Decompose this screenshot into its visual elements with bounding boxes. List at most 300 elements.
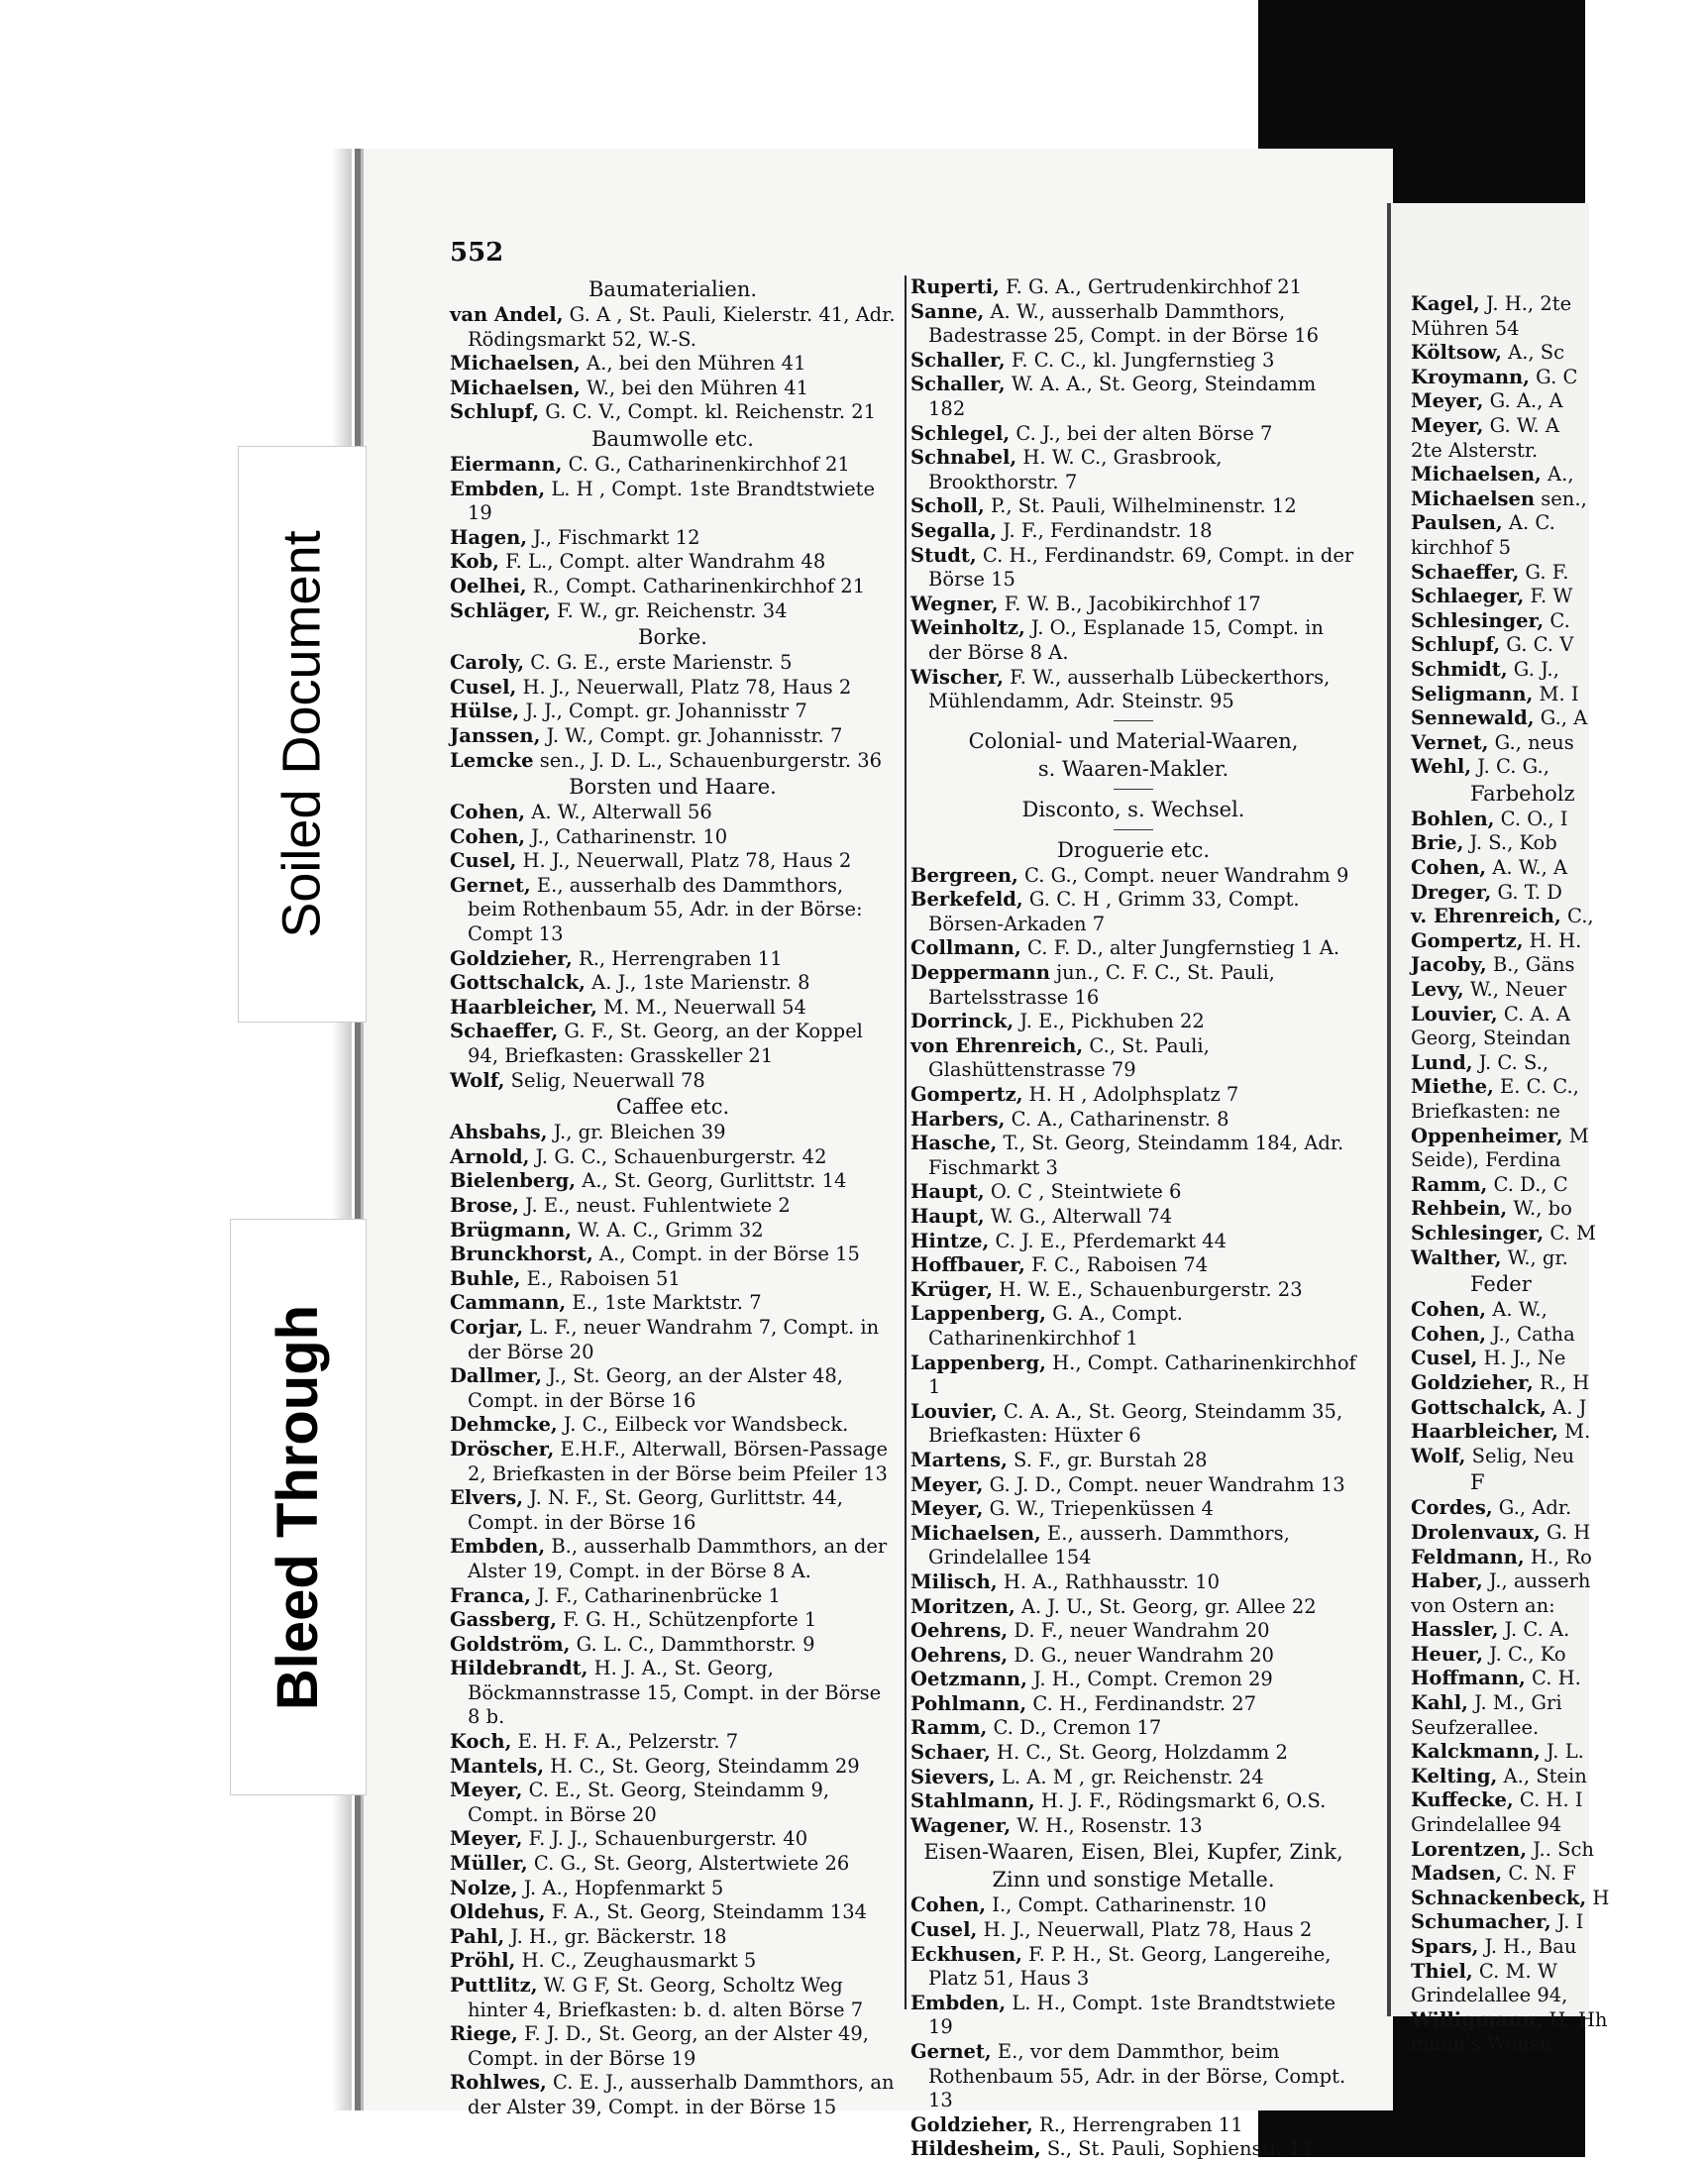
- entry-name: Moritzen,: [910, 1594, 1015, 1618]
- directory-entry: [450, 1145, 896, 1170]
- directory-entry: [1411, 1246, 1708, 1271]
- entry-name: Rohlwes,: [450, 2071, 547, 2095]
- directory-entry: [1411, 731, 1708, 756]
- entry-name: Schlegel,: [910, 421, 1011, 445]
- entry-details: E.H.F., Alterwall, Börsen-Passage 2, Briefkasten in der Börse beim Pfeiler 13: [468, 1437, 889, 1485]
- entry-name: Schumacher,: [1411, 1910, 1551, 1934]
- entry-details: G. H: [1540, 1520, 1591, 1544]
- entry-name: Cohen,: [450, 824, 526, 848]
- entry-name: Költsow,: [1411, 341, 1502, 365]
- entry-name: Meyer,: [910, 1497, 984, 1521]
- entry-name: Schaller,: [910, 348, 1006, 372]
- directory-entry: [910, 888, 1356, 936]
- directory-entry: [910, 1449, 1356, 1473]
- entry-name: Gompertz,: [910, 1083, 1023, 1107]
- directory-entry: [910, 422, 1356, 447]
- directory-entry: [450, 453, 896, 478]
- entry-name: Drolenvaux,: [1411, 1520, 1541, 1544]
- entry-name: Wegner,: [910, 592, 999, 615]
- entry-details: J. H., Bau: [1478, 1935, 1577, 1958]
- entry-details: C. M. W: [1472, 1959, 1557, 1983]
- directory-entry: [910, 1302, 1356, 1351]
- entry-name: Goldström,: [450, 1632, 571, 1656]
- entry-details: A.,: [1541, 463, 1574, 486]
- directory-entry: [910, 1522, 1356, 1570]
- entry-details: H. J., Neuerwall, Platz 78, Haus 2: [516, 675, 852, 699]
- entry-name: Mantels,: [450, 1754, 544, 1778]
- directory-entry: [450, 849, 896, 874]
- entry-details: G. W. A: [1483, 413, 1559, 437]
- entry-details: O. C , Steintwiete 6: [984, 1180, 1182, 1204]
- directory-entry: [1411, 1003, 1708, 1027]
- directory-entry: [450, 1169, 896, 1194]
- section-heading: Colonial- und Material-Waaren,: [968, 728, 1299, 753]
- directory-entry: [1411, 1691, 1708, 1716]
- entry-name: Krüger,: [910, 1277, 994, 1301]
- directory-entry: [910, 1918, 1356, 1943]
- entry-details: mann's Wohsu: [1411, 2032, 1552, 2056]
- entry-name: Brügmann,: [450, 1218, 572, 1242]
- entry-name: Schlupf,: [1411, 633, 1501, 657]
- entry-details: J. E., Pickhuben 22: [1014, 1010, 1205, 1033]
- directory-entry: [910, 494, 1356, 519]
- entry-details: J., St. Georg, an der Alster 48, Compt. in der Börse 16: [468, 1364, 843, 1412]
- entry-details: C.,: [1560, 905, 1594, 928]
- entry-details: Georg, Steindan: [1411, 1027, 1571, 1050]
- directory-entry: [910, 1789, 1356, 1814]
- directory-entry: [1411, 1788, 1708, 1813]
- entry-name: Kelting,: [1411, 1764, 1498, 1787]
- bleed-through-label-text: Bleed Through: [266, 1304, 331, 1710]
- entry-details: H. C., St. Georg, Steindamm 29: [544, 1754, 860, 1778]
- directory-entry: [1411, 585, 1708, 609]
- directory-entry: [450, 1316, 896, 1364]
- entry-details: F. W: [1524, 585, 1573, 608]
- entry-details: W. G F, St. Georg, Scholtz Weg hinter 4, Briefkasten: b. d. alten Börse 7: [468, 1974, 864, 2021]
- entry-name: Seligmann,: [1411, 682, 1534, 705]
- entry-name: Collmann,: [910, 936, 1021, 960]
- entry-details: sen., J. D. L., Schauenburgerstr. 36: [533, 748, 883, 772]
- entry-details: G. W., Triepenküssen 4: [983, 1497, 1214, 1521]
- section-divider: [1114, 789, 1153, 790]
- directory-entry: [910, 616, 1356, 665]
- entry-details: H: [1586, 1886, 1610, 1909]
- entry-name: Michaelsen,: [1411, 463, 1542, 486]
- entry-details: H. J., Neuerwall, Platz 78, Haus 2: [977, 1918, 1313, 1942]
- entry-name: Wischer,: [910, 665, 1005, 689]
- directory-entry: [910, 1034, 1356, 1083]
- entry-details: C. G., Compt. neuer Wandrahm 9: [1017, 863, 1349, 887]
- directory-entry: [910, 1351, 1356, 1400]
- entry-name: Oelhei,: [450, 574, 527, 597]
- entry-name: Schnabel,: [910, 446, 1017, 470]
- directory-entry: [910, 1108, 1356, 1133]
- entry-name: van Andel,: [450, 303, 564, 326]
- entry-details: W. A. C., Grimm 32: [571, 1218, 764, 1242]
- entry-name: Embden,: [450, 1535, 546, 1559]
- entry-details: kirchhof 5: [1411, 535, 1511, 559]
- entry-name: Miethe,: [1411, 1075, 1494, 1099]
- entry-details: Grindelallee 94: [1411, 1813, 1562, 1837]
- directory-entry: [450, 1438, 896, 1486]
- entry-details: J. E., neust. Fuhlentwiete 2: [518, 1194, 791, 1217]
- entry-name: Milisch,: [910, 1569, 998, 1593]
- directory-entry: [450, 1608, 896, 1633]
- directory-entry: [450, 1291, 896, 1316]
- section-heading: Borsten und Haare.: [569, 775, 777, 800]
- directory-entry: [1411, 1051, 1708, 1076]
- directory-entry: [910, 300, 1356, 349]
- directory-entry: [450, 1827, 896, 1852]
- entry-name: Ramm,: [1411, 1172, 1488, 1196]
- directory-entry: [450, 599, 896, 624]
- entry-name: Bergreen,: [910, 863, 1018, 887]
- next-page-fragment: [1387, 203, 1610, 2056]
- entry-name: Eiermann,: [450, 452, 563, 476]
- entry-name: Schlesinger,: [1411, 1221, 1545, 1244]
- directory-entry: [1411, 1569, 1708, 1594]
- directory-entry: [910, 1992, 1356, 2040]
- entry-name: Kahl,: [1411, 1691, 1468, 1715]
- entry-details: G. A , St. Pauli, Kielerstr. 41, Adr. Rödingsmarkt 52, W.-S.: [468, 303, 896, 351]
- entry-name: Meyer,: [450, 1779, 523, 1802]
- entry-name: Gompertz,: [1411, 928, 1524, 952]
- entry-name: Martens,: [910, 1448, 1008, 1471]
- directory-entry: [1411, 1887, 1708, 1911]
- entry-name: Ahsbahs,: [450, 1121, 548, 1144]
- entry-details: H. J., Neuerwall, Platz 78, Haus 2: [516, 849, 852, 873]
- entry-details: C. H., Ferdinandstr. 69, Compt. in der Börse 15: [928, 543, 1354, 592]
- entry-name: Bohlen,: [1411, 807, 1495, 830]
- section-heading: F: [1470, 1470, 1485, 1495]
- entry-details: J. M., Gri: [1467, 1691, 1562, 1715]
- entry-details: A. J., 1ste Marienstr. 8: [585, 971, 810, 995]
- entry-details: A. W.,: [1486, 1298, 1548, 1322]
- entry-name: Embden,: [910, 1991, 1007, 2014]
- entry-details: C. G. E., erste Marienstr. 5: [524, 651, 793, 675]
- section-divider: [1114, 720, 1153, 721]
- entry-name: Gernet,: [910, 2040, 992, 2063]
- entry-name: Kob,: [450, 550, 499, 574]
- entry-name: Louvier,: [1411, 1002, 1498, 1026]
- entry-name: Dehmcke,: [450, 1413, 558, 1437]
- entry-details: J. J., Compt. gr. Johannisstr 7: [519, 700, 807, 723]
- entry-details: H. Hh: [1543, 2007, 1608, 2031]
- entry-details: F. J. D., St. Georg, an der Alster 49, Compt. in der Börse 19: [468, 2022, 869, 2070]
- directory-entry: [450, 1852, 896, 1877]
- entry-name: Wehl,: [1411, 755, 1472, 779]
- entry-name: Haarbleicher,: [450, 995, 597, 1019]
- entry-name: Gassberg,: [450, 1608, 557, 1632]
- entry-name: Lund,: [1411, 1050, 1473, 1074]
- entry-name: Thiel,: [1411, 1959, 1473, 1983]
- entry-name: Cusel,: [450, 675, 517, 699]
- entry-details: 2te Alsterstr.: [1411, 438, 1539, 462]
- directory-entry: [1411, 1740, 1708, 1765]
- entry-details: F. P. H., St. Georg, Langereihe, Platz 51, Haus 3: [928, 1942, 1332, 1991]
- column-middle: [910, 275, 1356, 2162]
- entry-name: Harbers,: [910, 1107, 1006, 1131]
- directory-entry: [450, 1535, 896, 1583]
- entry-details: J. G. C., Schauenburgerstr. 42: [529, 1144, 827, 1168]
- directory-entry: [910, 544, 1356, 593]
- entry-details: E., ausserhalb des Dammthors, beim Rothenbaum 55, Adr. in der Börse: Compt 13: [468, 873, 863, 946]
- directory-entry: [910, 2040, 1356, 2113]
- entry-details: G. A., A: [1483, 389, 1563, 413]
- directory-entry: [910, 1692, 1356, 1717]
- entry-name: Pahl,: [450, 1924, 505, 1948]
- entry-name: Deppermann: [910, 961, 1050, 985]
- directory-entry: [1411, 905, 1708, 929]
- entry-details: J. W., Compt. gr. Johannisstr. 7: [540, 723, 843, 747]
- directory-entry: [1411, 414, 1708, 439]
- directory-entry: [450, 478, 896, 526]
- entry-details: F. C., Raboisen 74: [1024, 1253, 1209, 1277]
- entry-details: M. I: [1533, 682, 1579, 705]
- entry-details: E., ausserh. Dammthors, Grindelallee 154: [928, 1521, 1290, 1569]
- entry-details: F. W., gr. Reichenstr. 34: [550, 598, 788, 622]
- directory-entry: [1411, 1323, 1708, 1348]
- directory-entry: [1411, 1546, 1708, 1570]
- entry-details: C. E. J., ausserhalb Dammthors, an der Alster 39, Compt. in der Börse 15: [468, 2071, 895, 2118]
- entry-name: Sanne,: [910, 299, 985, 323]
- directory-entry: [910, 1205, 1356, 1230]
- directory-entry: [1411, 341, 1708, 366]
- directory-entry: [450, 1925, 896, 1950]
- entry-name: Oehrens,: [910, 1619, 1009, 1643]
- entry-details: W., bo: [1507, 1197, 1572, 1221]
- directory-entry: [450, 874, 896, 947]
- column-left: [450, 275, 896, 2120]
- directory-entry: [1411, 1420, 1708, 1445]
- entry-details: J. N. F., St. Georg, Gurlittstr. 44, Compt. in der Börse 16: [468, 1486, 843, 1534]
- entry-details: H. C., Zeughausmarkt 5: [515, 1949, 757, 1973]
- entry-name: Koch,: [450, 1730, 512, 1754]
- entry-name: Goldzieher,: [910, 2112, 1033, 2136]
- directory-entry: [1411, 1935, 1708, 1960]
- entry-name: Ruperti,: [910, 275, 1000, 298]
- entry-details: L. F., neuer Wandrahm 7, Compt. in der Börse 20: [468, 1315, 880, 1363]
- directory-entry: [1411, 2032, 1708, 2057]
- entry-name: Arnold,: [450, 1144, 530, 1168]
- entry-details: A., Stein: [1497, 1764, 1587, 1787]
- entry-details: L. H , Compt. 1ste Brandtstwiete 19: [468, 477, 875, 525]
- entry-details: J. H., 2te: [1479, 292, 1572, 315]
- entry-name: Lemcke: [450, 748, 534, 772]
- directory-entry: [450, 1974, 896, 2022]
- entry-name: Gottschalck,: [1411, 1395, 1547, 1419]
- entry-name: Rehbein,: [1411, 1197, 1508, 1221]
- directory-entry: [1411, 439, 1708, 464]
- directory-entry: [910, 936, 1356, 961]
- entry-details: C. H.: [1525, 1667, 1581, 1690]
- entry-details: A. J: [1546, 1395, 1587, 1419]
- entry-name: Michaelsen: [1411, 486, 1536, 510]
- entry-details: D. G., neuer Wandrahm 20: [1008, 1643, 1274, 1667]
- directory-entry: [910, 1943, 1356, 1992]
- entry-name: Nolze,: [450, 1876, 518, 1899]
- directory-entry: [1411, 1125, 1708, 1149]
- entry-name: Bielenberg,: [450, 1169, 577, 1193]
- entry-details: F. J. J., Schauenburgerstr. 40: [522, 1827, 808, 1851]
- entry-details: G. L. C., Dammthorstr. 9: [570, 1632, 815, 1656]
- entry-name: Hildesheim,: [910, 2137, 1041, 2161]
- entry-details: C. H., Ferdinandstr. 27: [1026, 1691, 1257, 1715]
- directory-entry: [910, 2137, 1356, 2162]
- directory-entry: [450, 550, 896, 575]
- directory-entry: [450, 1243, 896, 1267]
- entry-details: C. O., I: [1494, 807, 1568, 830]
- directory-entry: [910, 1741, 1356, 1766]
- entry-details: von Ostern an:: [1411, 1593, 1555, 1617]
- directory-entry: [1411, 1862, 1708, 1887]
- entry-details: B., ausserhalb Dammthors, an der Alster 19, Compt. in der Börse 8 A.: [468, 1535, 888, 1582]
- entry-name: Hoffbauer,: [910, 1253, 1025, 1277]
- entry-name: v. Ehrenreich,: [1411, 905, 1561, 928]
- entry-details: Mühren 54: [1411, 316, 1520, 340]
- entry-name: Haupt,: [910, 1180, 985, 1204]
- entry-details: C. G., Catharinenkirchhof 21: [562, 452, 850, 476]
- directory-entry: [910, 1278, 1356, 1303]
- entry-name: Haupt,: [910, 1205, 985, 1228]
- directory-entry: [1411, 389, 1708, 414]
- entry-details: C.: [1544, 608, 1570, 632]
- directory-entry: [1411, 1960, 1708, 1985]
- directory-entry: [910, 1180, 1356, 1205]
- directory-entry: [1411, 1148, 1708, 1173]
- entry-details: W. G., Alterwall 74: [984, 1205, 1173, 1228]
- directory-entry: [1411, 561, 1708, 586]
- entry-details: J. C., Ko: [1483, 1642, 1566, 1666]
- section-heading: Zinn und sonstige Metalle.: [992, 1868, 1275, 1892]
- entry-details: J. H., gr. Bäckerstr. 18: [504, 1924, 727, 1948]
- entry-details: G. C. H , Grimm 33, Compt. Börsen-Arkaden 7: [928, 888, 1300, 935]
- entry-details: Briefkasten: ne: [1411, 1100, 1560, 1123]
- entry-name: von Ehrenreich,: [910, 1033, 1084, 1057]
- entry-name: Embden,: [450, 477, 546, 500]
- entry-details: M: [1562, 1124, 1589, 1147]
- directory-entry: [910, 593, 1356, 617]
- section-heading: s. Waaren-Makler.: [1037, 756, 1229, 781]
- directory-entry: [450, 1657, 896, 1730]
- entry-details: Seufzerallee.: [1411, 1715, 1540, 1739]
- entry-details: C. M: [1544, 1221, 1596, 1244]
- entry-details: J. I: [1550, 1910, 1584, 1934]
- entry-name: Dallmer,: [450, 1364, 543, 1388]
- directory-entry: [450, 749, 896, 774]
- entry-details: C. J., bei der alten Börse 7: [1010, 421, 1273, 445]
- soiled-document-label-text: Soiled Document: [272, 530, 333, 938]
- directory-entry: [910, 446, 1356, 494]
- entry-name: Lappenberg,: [910, 1351, 1046, 1374]
- entry-details: J. L.: [1540, 1740, 1584, 1764]
- entry-name: Scholl,: [910, 494, 985, 518]
- directory-entry: [1411, 808, 1708, 832]
- entry-details: F. W., ausserhalb Lübeckerthors, Mühlendamm, Adr. Steinstr. 95: [928, 665, 1331, 713]
- entry-name: Feldmann,: [1411, 1545, 1525, 1568]
- entry-details: C. A. A: [1497, 1002, 1571, 1026]
- directory-entry: [1411, 1173, 1708, 1198]
- entry-name: Wagener,: [910, 1813, 1012, 1837]
- entry-name: Schaeffer,: [1411, 560, 1520, 584]
- directory-entry: [450, 1121, 896, 1145]
- directory-entry: [1411, 1445, 1708, 1469]
- entry-name: Corjar,: [450, 1315, 524, 1339]
- directory-entry: [1411, 1667, 1708, 1691]
- entry-name: Riege,: [450, 2022, 518, 2046]
- entry-details: A. W., ausserhalb Dammthors, Badestrasse 25, Compt. in der Börse 16: [928, 299, 1320, 348]
- directory-entry: [1411, 978, 1708, 1003]
- entry-details: Grindelallee 94,: [1411, 1984, 1568, 2007]
- entry-details: C. E., St. Georg, Steindamm 9, Compt. in Börse 20: [468, 1779, 830, 1826]
- directory-entry: [910, 1400, 1356, 1449]
- entry-details: E., Raboisen 51: [520, 1266, 681, 1290]
- section-heading: Baumaterialien.: [587, 277, 758, 301]
- entry-details: J., gr. Bleichen 39: [547, 1121, 726, 1144]
- entry-name: Schaller,: [910, 373, 1006, 396]
- entry-name: Levy,: [1411, 978, 1464, 1002]
- entry-name: Stahlmann,: [910, 1789, 1035, 1813]
- directory-entry: [910, 1497, 1356, 1522]
- directory-entry: [450, 651, 896, 676]
- directory-entry: [1411, 292, 1708, 317]
- entry-name: Schaeffer,: [450, 1020, 559, 1043]
- directory-entry: [1411, 706, 1708, 731]
- entry-details: C. D., C: [1487, 1172, 1568, 1196]
- entry-details: H., Ro: [1524, 1545, 1592, 1568]
- directory-entry: [450, 1486, 896, 1535]
- entry-details: B., Gäns: [1486, 953, 1575, 977]
- entry-details: G., neus: [1488, 730, 1574, 754]
- entry-details: sen.,: [1535, 486, 1587, 510]
- entry-details: C. J. E., Pferdemarkt 44: [989, 1229, 1227, 1252]
- section-heading: Eisen-Waaren, Eisen, Blei, Kupfer, Zink,: [923, 1840, 1343, 1865]
- entry-details: J., Fischmarkt 12: [527, 525, 700, 549]
- entry-name: Kalckmann,: [1411, 1740, 1541, 1764]
- entry-name: Cohen,: [1411, 1322, 1487, 1346]
- entry-details: J. F., Catharinenbrücke 1: [530, 1583, 781, 1607]
- entry-name: Vernet,: [1411, 730, 1489, 754]
- entry-details: R., H: [1533, 1370, 1590, 1394]
- entry-details: D. F., neuer Wandrahm 20: [1008, 1619, 1270, 1643]
- section-heading: Disconto, s. Wechsel.: [1021, 797, 1245, 821]
- entry-details: G. C: [1529, 365, 1578, 388]
- directory-entry: [1411, 683, 1708, 707]
- entry-details: A. W., Alterwall 56: [525, 801, 712, 824]
- directory-entry: [910, 373, 1356, 421]
- directory-entry: [1411, 1643, 1708, 1668]
- entry-details: G. F., St. Georg, an der Koppel 94, Briefkasten: Grasskeller 21: [468, 1020, 863, 1068]
- directory-entry: [450, 724, 896, 749]
- section-heading: Droguerie etc.: [1056, 837, 1211, 862]
- directory-entry: [910, 519, 1356, 544]
- entry-details: L. H., Compt. 1ste Brandtstwiete 19: [928, 1991, 1335, 2039]
- entry-name: Oldehus,: [450, 1900, 546, 1924]
- directory-entry: [450, 526, 896, 551]
- entry-name: Goldzieher,: [450, 946, 573, 970]
- entry-name: Louvier,: [910, 1399, 998, 1423]
- entry-details: H. J., Ne: [1477, 1347, 1566, 1370]
- directory-entry: [1411, 1197, 1708, 1222]
- directory-entry: [910, 1619, 1356, 1644]
- entry-details: C. A., Catharinenstr. 8: [1005, 1107, 1229, 1131]
- directory-entry: [1411, 1496, 1708, 1521]
- directory-entry: [1411, 1298, 1708, 1323]
- entry-details: J. C. G.,: [1471, 755, 1549, 779]
- entry-name: Janssen,: [450, 723, 541, 747]
- directory-entry: [450, 1413, 896, 1438]
- entry-name: Buhle,: [450, 1266, 521, 1290]
